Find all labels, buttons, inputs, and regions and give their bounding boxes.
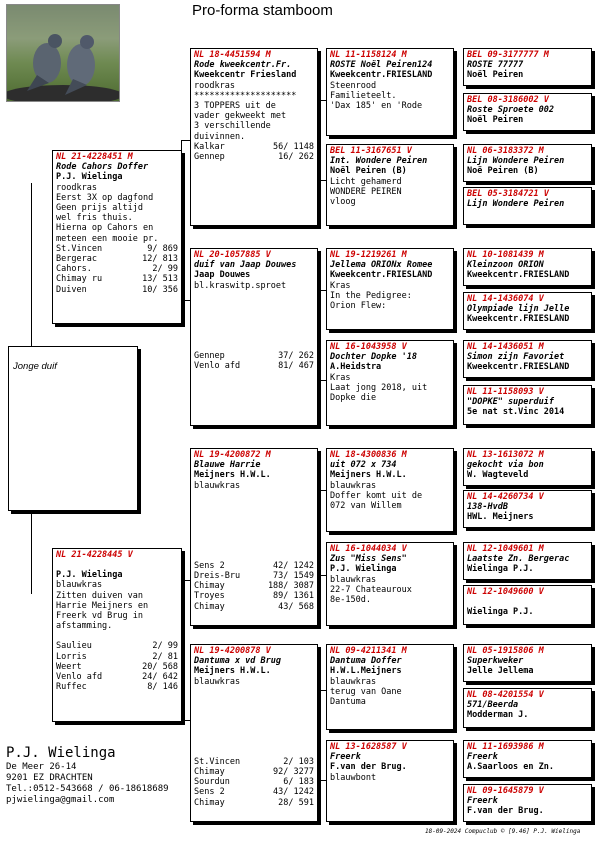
ring-number: NL 14-1436051 M <box>467 342 544 352</box>
note-line: ******************** <box>194 90 297 101</box>
pigeon-name: Lijn Wondere Peiren <box>467 156 565 167</box>
ancestor-card[interactable] <box>463 93 592 131</box>
great-grandparent-card[interactable] <box>326 740 454 822</box>
mother-card[interactable] <box>52 548 182 722</box>
result-row: Ruffec 8/ 146 <box>56 682 178 693</box>
owner-phone: Tel.:0512-543668 / 06-18618689 <box>6 784 169 794</box>
breeder-name: A.Saarloos en Zn. <box>467 762 554 773</box>
grandparent-card[interactable] <box>190 48 318 226</box>
ancestor-card[interactable] <box>463 248 592 286</box>
owner-name: P.J. Wielinga <box>6 745 116 761</box>
pigeon-name: Freerk <box>467 752 498 763</box>
ring-number: NL 21-4228445 V <box>56 550 133 560</box>
breeder-name: W. Wagteveld <box>467 470 529 481</box>
note-line: Harrie Meijners en <box>56 600 149 611</box>
note-line: bl.kraswitp.sproet <box>194 280 287 291</box>
pigeon-name: Superkweker <box>467 656 524 667</box>
breeder-name: Wielinga P.J. <box>467 564 534 575</box>
breeder-name: P.J. Wielinga <box>56 570 123 581</box>
grandparent-card[interactable] <box>190 448 318 626</box>
result-row: Chimay 188/ 3087 <box>194 581 314 592</box>
father-card[interactable] <box>52 150 182 324</box>
note-line: vader gekweekt met <box>194 111 287 122</box>
ring-number: NL 18-4451594 M <box>194 50 271 60</box>
ring-number: NL 19-1219261 M <box>330 250 407 260</box>
breeder-name: P.J. Wielinga <box>56 172 123 183</box>
breeder-name: F.van der Brug. <box>330 762 407 773</box>
pigeon-name: duif van Jaap Douwes <box>194 260 297 271</box>
ancestor-card[interactable] <box>463 144 592 182</box>
breeder-name: Kweekcentr.FRIESLAND <box>330 270 433 281</box>
ancestor-card[interactable] <box>463 385 592 425</box>
owner-city: 9201 EZ DRACHTEN <box>6 773 93 783</box>
pigeon-photo <box>6 4 120 102</box>
note-line: Kras <box>330 280 351 291</box>
ring-number: NL 11-1158124 M <box>330 50 407 60</box>
ancestor-card[interactable] <box>463 784 592 822</box>
note-line: Steenrood <box>330 80 377 91</box>
ancestor-card[interactable] <box>463 644 592 682</box>
note-line: blauwkras <box>56 580 103 591</box>
note-line: blauwbont <box>330 772 377 783</box>
result-row: Chimay 43/ 568 <box>194 601 314 612</box>
pigeon-name: gekocht via bon <box>467 460 544 471</box>
pigeon-name: Zus "Miss Sens" <box>330 554 407 565</box>
pigeon-name: Rode kweekcentr.Fr. <box>194 60 292 71</box>
pigeon-name: Lijn Wondere Peiren <box>467 199 565 210</box>
pigeon-name: Freerk <box>330 752 361 763</box>
breeder-name: P.J. Wielinga <box>330 564 397 575</box>
pigeon-name: Olympiade lijn Jelle <box>467 304 570 315</box>
ancestor-card[interactable] <box>463 490 592 528</box>
ring-number: BEL 09-3177777 M <box>467 50 549 60</box>
result-row: Dreis-Bru 73/ 1549 <box>194 571 314 582</box>
result-row: Gennep 37/ 262 <box>194 350 314 361</box>
ring-number: NL 19-4200878 V <box>194 646 271 656</box>
note-line: Laat jong 2018, uit <box>330 382 428 393</box>
ancestor-card[interactable] <box>463 542 592 580</box>
result-row: St.Vincen 2/ 103 <box>194 756 314 767</box>
breeder-name: Jelle Jellema <box>467 666 534 677</box>
note-line: blauwkras <box>194 480 241 491</box>
result-row: Chimay ru 13/ 513 <box>56 274 178 285</box>
note-line: 'Dax 185' en 'Rode <box>330 101 423 112</box>
breeder-name: Noël Peiren <box>467 70 524 81</box>
note-line: roodkras <box>56 182 97 193</box>
great-grandparent-card[interactable] <box>326 644 454 730</box>
result-row: Weert 20/ 568 <box>56 661 178 672</box>
result-row: Chimay 92/ 3277 <box>194 767 314 778</box>
result-row: Sourdun 6/ 183 <box>194 777 314 788</box>
note-line: Geen prijs altijd <box>56 203 143 214</box>
subject-label: Jonge duif <box>13 361 57 372</box>
breeder-name: Kweekcentr.FRIESLAND <box>330 70 433 81</box>
note-line: Doffer komt uit de <box>330 490 423 501</box>
note-line: vloog <box>330 197 356 208</box>
note-line: Zitten duiven van <box>56 590 143 601</box>
ancestor-card[interactable] <box>463 740 592 778</box>
pigeon-name: ROSTE 77777 <box>467 60 524 71</box>
result-row: St.Vincen 9/ 869 <box>56 243 178 254</box>
ring-number: NL 13-1613072 M <box>467 450 544 460</box>
note-line: 3 TOPPERS uit de <box>194 101 276 112</box>
pigeon-name: Kleinzoon ORION <box>467 260 544 271</box>
pigeon-name: "DOPKE" superduif <box>467 397 554 408</box>
note-line: terug van Oane <box>330 686 402 697</box>
ancestor-card[interactable] <box>463 340 592 378</box>
owner-address: De Meer 26-14 <box>6 762 77 772</box>
note-line: 22-7 Chateauroux <box>330 584 412 595</box>
breeder-name: Modderman J. <box>467 710 529 721</box>
note-line: 3 verschillende <box>194 121 271 132</box>
note-line: 072 van Willem <box>330 501 402 512</box>
note-line: blauwkras <box>330 480 377 491</box>
ring-number: NL 10-1081439 M <box>467 250 544 260</box>
breeder-name: HWL. Meijners <box>467 512 534 523</box>
note-line: WONDERE PEIREN <box>330 186 402 197</box>
breeder-name: F.van der Brug. <box>467 806 544 817</box>
note-line: Freerk vd Brug in <box>56 611 143 622</box>
note-line: wel fris thuis. <box>56 213 133 224</box>
ring-number: NL 21-4228451 M <box>56 152 133 162</box>
pigeon-name: Simon zijn Favoriet <box>467 352 565 363</box>
ring-number: NL 19-4200872 M <box>194 450 271 460</box>
ring-number: BEL 11-3167651 V <box>330 146 412 156</box>
great-grandparent-card[interactable] <box>326 448 454 532</box>
pigeon-name: ROSTE Noël Peiren124 <box>330 60 433 71</box>
ancestor-card[interactable] <box>463 585 592 625</box>
ring-number: NL 11-1158093 V <box>467 387 544 397</box>
owner-email[interactable]: pjwielinga@gmail.com <box>6 795 115 805</box>
note-line: Kras <box>330 372 351 383</box>
result-row: Kalkar 56/ 1148 <box>194 141 314 152</box>
pigeon-name: 571/Beerda <box>467 700 519 711</box>
ring-number: NL 14-1436074 V <box>467 294 544 304</box>
pigeon-name: Int. Wondere Peiren <box>330 156 428 167</box>
breeder-name: H.W.L.Meijners <box>330 666 402 677</box>
result-row: Lorris 2/ 81 <box>56 651 178 662</box>
result-row: Saulieu 2/ 99 <box>56 641 178 652</box>
ring-number: NL 09-4211341 M <box>330 646 407 656</box>
grandparent-card[interactable] <box>190 248 318 426</box>
breeder-name: A.Heidstra <box>330 362 382 373</box>
breeder-name: Meijners H.W.L. <box>330 470 407 481</box>
ring-number: NL 12-1049601 M <box>467 544 544 554</box>
ring-number: NL 16-1043958 V <box>330 342 407 352</box>
ring-number: NL 20-1057885 V <box>194 250 271 260</box>
pigeon-name: Dantuma x vd Brug <box>194 656 281 667</box>
breeder-name: Wielinga P.J. <box>467 607 534 618</box>
note-line: blauwkras <box>330 574 377 585</box>
note-line: Hierna op Cahors en <box>56 223 154 234</box>
note-line: Dantuma <box>330 697 366 708</box>
result-row: Sens 2 42/ 1242 <box>194 560 314 571</box>
ring-number: NL 11-1693986 M <box>467 742 544 752</box>
great-grandparent-card[interactable] <box>326 48 454 136</box>
footer-credit: 18-09-2024 Compuclub © [9.46] P.J. Wielinga <box>425 828 581 835</box>
pigeon-name: Rode Cahors Doffer <box>56 162 149 173</box>
result-row: Cahors. 2/ 99 <box>56 264 178 275</box>
breeder-name: Meijners H.W.L. <box>194 666 271 677</box>
breeder-name: Jaap Douwes <box>194 270 251 281</box>
note-line: Dopke die <box>330 393 377 404</box>
note-line: 8e-150d. <box>330 595 371 606</box>
subject-card[interactable] <box>8 346 138 511</box>
ring-number: NL 09-1645879 V <box>467 786 544 796</box>
ring-number: NL 12-1049600 V <box>467 587 544 597</box>
note-line: blauwkras <box>330 676 377 687</box>
ancestor-card[interactable] <box>463 187 592 225</box>
note-line: Familieteelt. <box>330 90 397 101</box>
result-row: Sens 2 43/ 1242 <box>194 787 314 798</box>
great-grandparent-card[interactable] <box>326 542 454 626</box>
breeder-name: Noë Peiren (B) <box>467 166 539 177</box>
breeder-name: Kweekcentr.FRIESLAND <box>467 314 570 325</box>
note-line: Eerst 3X op dagfond <box>56 192 154 203</box>
breeder-name: Meijners H.W.L. <box>194 470 271 481</box>
breeder-name: Noël Peiren (B) <box>330 166 407 177</box>
ancestor-card[interactable] <box>463 292 592 330</box>
note-line: Orion Flew: <box>330 301 387 312</box>
ring-number: NL 08-4201554 V <box>467 690 544 700</box>
result-row: Troyes 89/ 1361 <box>194 591 314 602</box>
ring-number: NL 13-1628587 V <box>330 742 407 752</box>
great-grandparent-card[interactable] <box>326 248 454 330</box>
pigeon-name: Blauwe Harrie <box>194 460 261 471</box>
breeder-name: Noël Peiren <box>467 115 524 126</box>
owner-info <box>6 744 169 806</box>
note-line: duivinnen. <box>194 131 246 142</box>
ring-number: NL 05-1915806 M <box>467 646 544 656</box>
ring-number: NL 18-4300836 M <box>330 450 407 460</box>
pigeon-name: uit 072 x 734 <box>330 460 397 471</box>
note-line: meteen een mooie pr. <box>56 233 159 244</box>
ancestor-card[interactable] <box>463 48 592 86</box>
result-row: Chimay 28/ 591 <box>194 797 314 808</box>
pigeon-name: 138-HvdB <box>467 502 508 513</box>
note-line: roodkras <box>194 80 235 91</box>
pigeon-name: Dochter Dopke '18 <box>330 352 417 363</box>
note-line: afstamming. <box>56 621 113 632</box>
ring-number: NL 16-1044034 V <box>330 544 407 554</box>
result-row: Venlo afd 81/ 467 <box>194 361 314 372</box>
ring-number: BEL 05-3184721 V <box>467 189 549 199</box>
ring-number: BEL 08-3186002 V <box>467 95 549 105</box>
pigeon-name: Dantuma Doffer <box>330 656 402 667</box>
breeder-name: Kweekcentr.FRIESLAND <box>467 362 570 373</box>
page-title: Pro-forma stamboom <box>192 2 333 19</box>
note-line: Licht gehamerd <box>330 176 402 187</box>
pigeon-icon <box>7 5 119 101</box>
great-grandparent-card[interactable] <box>326 340 454 426</box>
pigeon-name: Laatste Zn. Bergerac <box>467 554 570 565</box>
breeder-name: 5e nat st.Vinc 2014 <box>467 407 565 418</box>
result-row: Gennep 16/ 262 <box>194 152 314 163</box>
note-line: In the Pedigree: <box>330 290 412 301</box>
breeder-name: Kweekcentr Friesland <box>194 70 297 81</box>
pigeon-name: Freerk <box>467 796 498 807</box>
breeder-name: Kweekcentr.FRIESLAND <box>467 270 570 281</box>
ring-number: NL 06-3183372 M <box>467 146 544 156</box>
result-row: Venlo afd 24/ 642 <box>56 672 178 683</box>
grandparent-card[interactable] <box>190 644 318 822</box>
ancestor-card[interactable] <box>463 448 592 486</box>
ring-number: NL 14-4260734 V <box>467 492 544 502</box>
ancestor-card[interactable] <box>463 688 592 728</box>
result-row: Bergerac 12/ 813 <box>56 254 178 265</box>
result-row: Duiven 10/ 356 <box>56 284 178 295</box>
pigeon-name: Jellema ORIONx Romee <box>330 260 433 271</box>
great-grandparent-card[interactable] <box>326 144 454 226</box>
note-line: blauwkras <box>194 676 241 687</box>
pigeon-name: Roste Sproete 002 <box>467 105 554 116</box>
